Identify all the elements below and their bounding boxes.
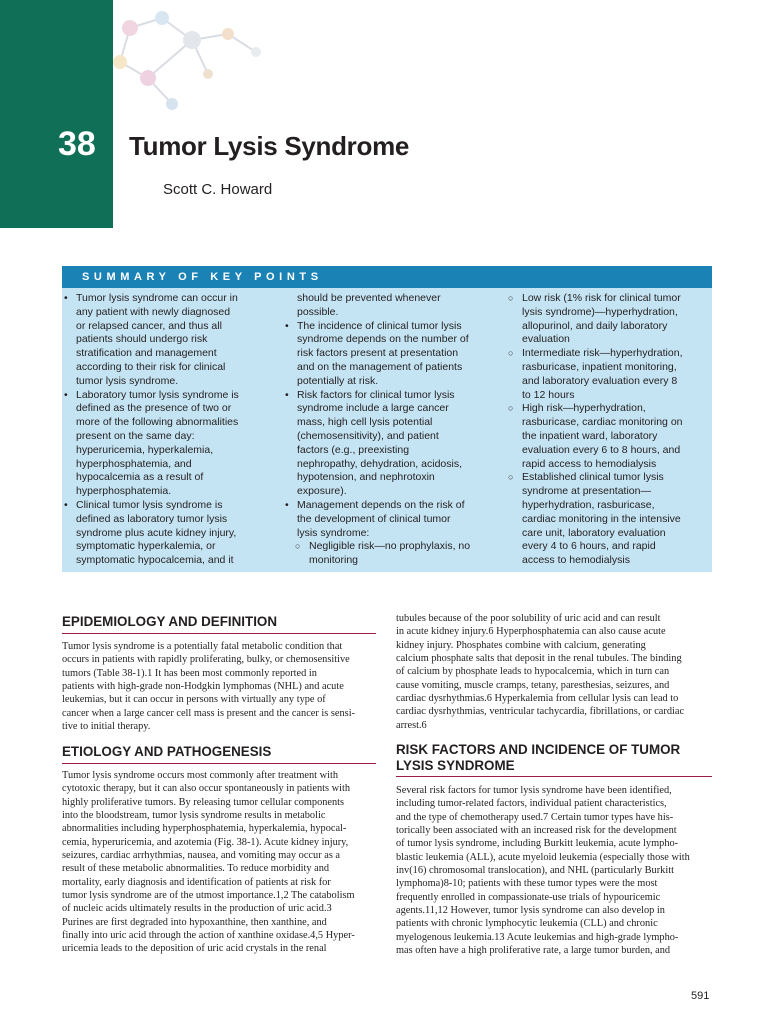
chapter-title: Tumor Lysis Syndrome [129,131,410,161]
text-line: abnormalities including hyperphosphatemia, hyperkalemia, hypocal- [62,823,347,835]
key-point-line: ○ Low risk (1% risk for clinical tumor [508,292,712,306]
key-point-line: should be prevented whenever [297,292,441,304]
key-point-line: lysis syndrome)—hyperhydration, [522,305,678,318]
text-line: patients with high-grade non-Hodgkin lymphomas (NHL) and acute [62,681,344,693]
key-point-line: syndrome at presentation— [522,485,651,498]
etiology-paragraph [62,769,376,956]
text-line: blastic leukemia (ALL), acute myeloid leukemia (especially those with [396,851,690,863]
key-point-line: care unit, laboratory evaluation [522,526,666,539]
key-point-line: every 4 to 6 hours, and rapid [522,540,656,553]
pathogenesis-continued-paragraph [396,612,712,732]
key-point-line: or relapsed cancer, and thus all [76,319,222,332]
key-point-line: possible. [297,305,339,318]
text-line: frequently enrolled in compassionate-use trials of hypouricemic [396,891,661,903]
key-point-line: ○ High risk—hyperhydration, [508,402,712,416]
section-heading-risk-factors [396,742,712,777]
text-line: tumor lysis syndrome are of the utmost importance.1,2 The catabolism [62,890,355,902]
key-point-line: any patient with newly diagnosed [76,305,231,318]
text-line: myelogenous leukemia.13 Acute leukemias and high-grade lympho- [396,931,679,943]
text-line: arrest.6 [396,719,427,731]
heading-line: LYSIS SYNDROME [396,757,515,773]
key-points-header: SUMMARY OF KEY POINTS [62,266,712,288]
key-point-line: exposure). [297,485,347,498]
key-point-line: • Management depends on the risk of [283,499,503,513]
key-point-line: more of the following abnormalities [76,416,239,429]
key-point-line: defined as the presence of two or [76,402,232,415]
key-point-line: tumor lysis syndrome. [76,374,179,387]
key-point-line: the development of clinical tumor [297,512,451,525]
key-point-line: ○ Intermediate risk—hyperhydration, [508,347,712,361]
key-point-line: • Laboratory tumor lysis syndrome is [62,389,272,403]
text-line: torically been associated with an increased risk for the development [396,825,677,837]
key-point-line: patients should undergo risk [76,333,208,346]
molecule-decoration [100,0,290,120]
key-point-line: allopurinol, and daily laboratory [522,319,668,332]
key-point-line: monitoring [309,554,359,567]
text-line: and the type of chemotherapy used.7 Certain tumor types have his- [396,811,674,823]
text-line: finally into uric acid through the action of xanthine oxidase.4,5 Hyper- [62,930,355,942]
key-point-line: the inpatient ward, laboratory [522,429,658,442]
section-heading-etiology: ETIOLOGY AND PATHOGENESIS [62,744,376,764]
key-point-line: syndrome plus acute kidney injury, [76,526,237,539]
text-line: result of these metabolic abnormalities. To reduce morbidity and [62,863,330,875]
key-point-line: mass, high cell lysis potential [297,416,433,429]
text-line: patients with chronic lymphocytic leukemia (CLL) and chronic [396,918,658,930]
key-points-column-3 [508,292,712,568]
chapter-banner [0,0,113,228]
key-point-line: • The incidence of clinical tumor lysis [283,320,503,334]
text-line: occurs in patients with rapidly proliferating, bulky, or chemosensitive [62,654,350,666]
text-line: Several risk factors for tumor lysis syndrome have been identified, [396,785,672,796]
key-point-line: rapid access to hemodialysis [522,457,657,470]
key-point-line: (chemosensitivity), and patient [297,429,439,442]
text-line: of nucleic acids ultimately results in the production of uric acid.3 [62,903,332,915]
key-point-line: factors (e.g., preexisting [297,443,410,456]
key-point-line: hypocalcemia as a result of [76,471,204,484]
key-point-line: to 12 hours [522,388,575,401]
key-point-line: syndrome include a large cancer [297,402,449,415]
key-points-column-2 [283,292,503,568]
text-line: cardiac dysrhythmias, ventricular tachycardia, fibrillations, or cardiac [396,706,685,718]
key-point-line: • Clinical tumor lysis syndrome is [62,499,272,513]
key-point-line: risk factors present at presentation [297,347,459,360]
key-point-line: cardiac monitoring in the intensive [522,512,681,525]
text-line: kidney injury. Phosphates combine with calcium, generating [396,639,646,651]
text-line: cardiac dysrhythmias.6 Hyperkalemia from cellular lysis can lead to [396,693,679,705]
text-line: Tumor lysis syndrome occurs most commonly after treatment with [62,770,338,781]
key-point-line: evaluation [522,333,570,346]
key-point-line: according to their risk for clinical [76,360,226,373]
key-point-line: symptomatic hyperkalemia, or [76,540,216,553]
text-line: lymphoma)8-10; patients with these tumor types were the most [396,878,658,890]
key-point-line: hyperphosphatemia. [76,485,172,498]
text-line: into the bloodstream, tumor lysis syndrome results in metabolic [62,810,326,822]
text-line: in acute kidney injury.6 Hyperphosphatemia can also cause acute [396,626,666,638]
text-line: including tumor-related factors, individual patient characteristics, [396,798,667,810]
key-point-line: hyperuricemia, hyperkalemia, [76,443,214,456]
text-line: of calcium by phosphate leads to hypocalcemia, which in turn can [396,666,670,678]
key-point-line: hypotension, and nephrotoxin [297,471,435,484]
text-line: tive to initial therapy. [62,721,151,733]
text-line: mas often have a high proliferative rate, a large tumor burden, and [396,945,671,957]
text-line: calcium phosphate salts that deposit in the renal tubules. The binding [396,653,682,665]
key-point-line: present on the same day: [76,429,195,442]
text-line: cemia, hyperuricemia, and azotemia (Fig. 38-1). Acute kidney injury, [62,836,349,848]
section-heading-epidemiology: EPIDEMIOLOGY AND DEFINITION [62,614,376,634]
author-name: Scott C. Howard [163,181,273,198]
key-point-line: stratification and management [76,347,217,360]
text-line: tubules because of the poor solubility of uric acid and can result [396,613,661,624]
key-point-line: • Risk factors for clinical tumor lysis [283,389,503,403]
key-points-column-1 [62,292,272,568]
key-point-line: potentially at risk. [297,374,379,387]
key-point-line: hyperhydration, rasburicase, [522,498,655,511]
key-point-line: ○ Established clinical tumor lysis [508,471,712,485]
heading-line: RISK FACTORS AND INCIDENCE OF TUMOR [396,742,681,757]
key-point-line: ○ Negligible risk—no prophylaxis, no [283,540,503,554]
chapter-number: 38 [58,125,96,163]
key-point-line: defined as laboratory tumor lysis [76,512,228,525]
page-number: 591 [691,990,710,1002]
text-line: highly proliferative tumors. By releasing tumor cellular components [62,796,345,808]
text-line: agents.11,12 However, tumor lysis syndrome can also develop in [396,905,665,917]
key-point-line: access to hemodialysis [522,554,630,567]
risk-factors-paragraph [396,784,712,957]
text-line: of tumor lysis syndrome, including Burkitt leukemia, acute lympho- [396,838,679,850]
text-line: cause vomiting, muscle cramps, tetany, paresthesias, seizures, and [396,679,670,691]
key-point-line: rasburicase, inpatient monitoring, [522,360,677,373]
key-points-box [62,288,712,572]
key-point-line: nephropathy, dehydration, acidosis, [297,457,462,470]
key-point-line: symptomatic hypocalcemia, and it [76,554,234,567]
text-line: cancer when a large cancer cell mass is present and the cancer is sensi- [62,707,356,719]
text-line: Purines are first degraded into hypoxanthine, then xanthine, and [62,916,327,928]
text-line: mortality, early diagnosis and identification of patients at risk for [62,876,331,888]
key-point-line: evaluation every 6 to 8 hours, and [522,443,681,456]
key-point-line: lysis syndrome: [297,526,370,539]
key-point-line: and on the management of patients [297,360,463,373]
text-line: leukemias, but it can occur in persons with virtually any type of [62,694,326,706]
text-line: tumors (Table 38-1).1 It has been most commonly reported in [62,667,317,679]
text-line: inv(16) chromosomal translocation), and NHL (particularly Burkitt [396,865,674,877]
text-line: cytotoxic therapy, but it can also occur spontaneously in patients with [62,783,351,795]
epidemiology-paragraph [62,640,376,733]
text-line: uricemia leads to the deposition of uric acid crystals in the renal [62,943,327,955]
text-line: Tumor lysis syndrome is a potentially fatal metabolic condition that [62,641,343,652]
key-point-line: and laboratory evaluation every 8 [522,374,678,387]
text-line: seizures, cardiac arrhythmias, nausea, and vomiting may occur as a [62,850,341,862]
key-point-line: rasburicase, cardiac monitoring on [522,416,683,429]
key-point-line: syndrome depends on the number of [297,333,469,346]
key-point-line: • Tumor lysis syndrome can occur in [62,292,272,306]
key-point-line: hyperphosphatemia, and [76,457,192,470]
